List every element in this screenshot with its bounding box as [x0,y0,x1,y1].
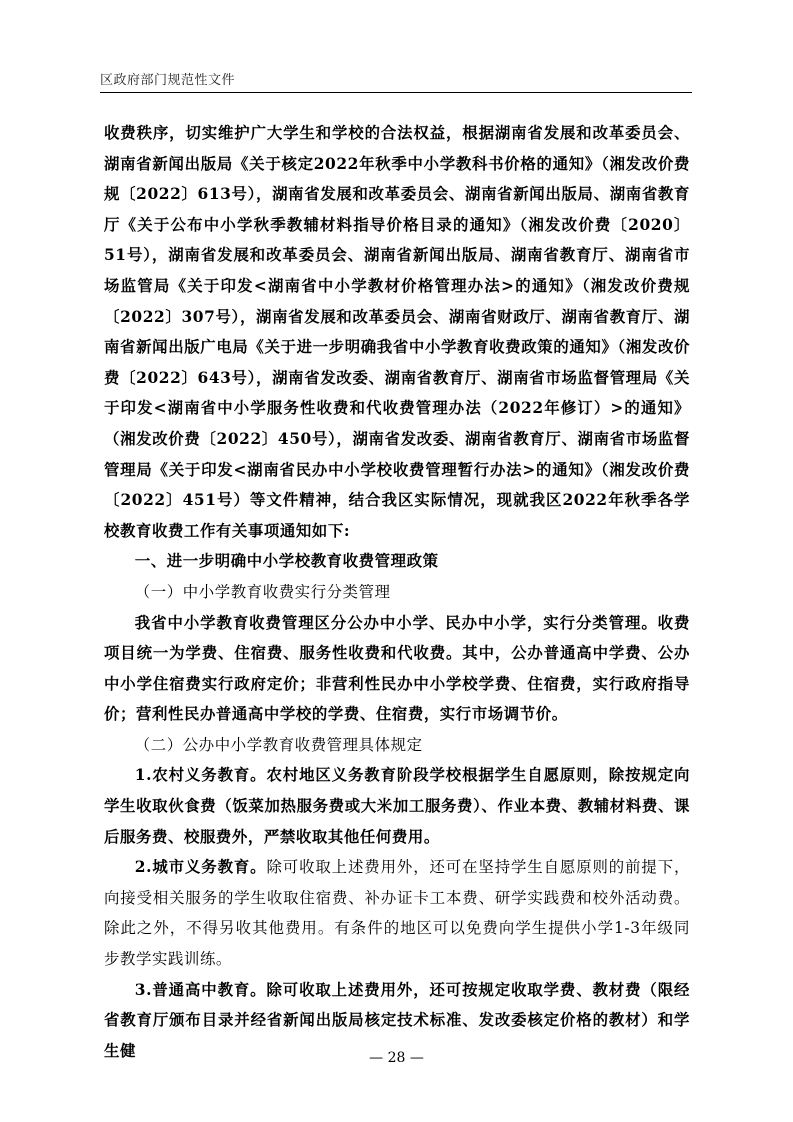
rural-compulsory-text: 农村地区义务教育阶段学校根据学生自愿原则，除按规定向学生收取伙食费（饭菜加热服务费或大米加工服务费）、作业本费、教辅材料费、课后服务费、校服费外，严禁收取其他任何费用。 [104,766,690,846]
subsection-heading-1: （一）中小学教育收费实行分类管理 [134,582,391,601]
subsection-heading-2: （二）公办中小学教育收费管理具体规定 [134,735,423,754]
intro-paragraph: 收费秩序，切实维护广大学生和学校的合法权益，根据湖南省发展和改革委员会、湖南省新闻出版局《关于核定2022年秋季中小学教科书价格的通知》（湘发改价费规〔2022〕613号），湖南省发展和改革委员会、湖南省新闻出版局、湖南省教育厅《关于公布中小学秋季教辅材料指导价格目录的通知》（湘发改价费〔2020〕51号），湖南省发展和改革委员会、湖南省新闻出版局、湖南省教育厅、湖南省市场监管局《关于印发<湖南省中小学教材价格管理办法>的通知》（湘发改价费规〔2022〕307号），湖南省发展和改革委员会、湖南省财政厅、湖南省教育厅、湖南省新闻出版广电局《关于进一步明确我省中小学教育收费政策的通知》（湘发改价费〔2022〕643号），湖南省发改委、湖南省教育厅、湖南省市场监督管理局《关于印发<湖南省中小学服务性收费和代收费管理办法（2022年修订）>的通知》（湘发改价费〔2022〕450号），湖南省发改委、湖南省教育厅、湖南省市场监督管理局《关于印发<湖南省民办中小学校收费管理暂行办法>的通知》（湘发改价费〔2022〕451号）等文件精神，结合我区实际情况，现就我区2022年秋季各学校教育收费工作有关事项通知如下: [104,124,690,540]
page-number: — 28 — [369,1050,424,1066]
high-school-lead: 3.普通高中教育。 [134,980,267,999]
urban-compulsory-text: 除可收取上述费用外，还可在坚持学生自愿原则的前提下，向接受相关服务的学生收取住宿费、补办证卡工本费、研学实践费和校外活动费。除此之外，不得另收其他费用。有条件的地区可以免费向学生提供小学1-3年级同步教学实践训练。 [104,858,690,969]
document-body [104,118,690,1066]
urban-compulsory-lead: 2.城市义务教育。 [134,858,267,877]
header-divider [100,92,692,93]
section-heading: 一、进一步明确中小学校教育收费管理政策 [134,552,439,571]
rural-compulsory-paragraph [104,760,690,852]
urban-compulsory-paragraph [104,852,690,974]
classification-paragraph: 我省中小学教育收费管理区分公办中小学、民办中小学，实行分类管理。收费项目统一为学费、住宿费、服务性收费和代收费。其中，公办普通高中学费、公办中小学住宿费实行政府定价；非营利性民办中小学校学费、住宿费，实行政府指导价；营利性民办普通高中学校的学费、住宿费，实行市场调节价。 [104,613,690,724]
document-header: 区政府部门规范性文件 [100,73,236,88]
high-school-text: 除可收取上述费用外，还可按规定收取学费、教材费（限经省教育厅颁布目录并经省新闻出版局核定技术标准、发改委核定价格的教材）和学生健 [104,980,690,1060]
rural-compulsory-lead: 1.农村义务教育。 [134,766,267,785]
